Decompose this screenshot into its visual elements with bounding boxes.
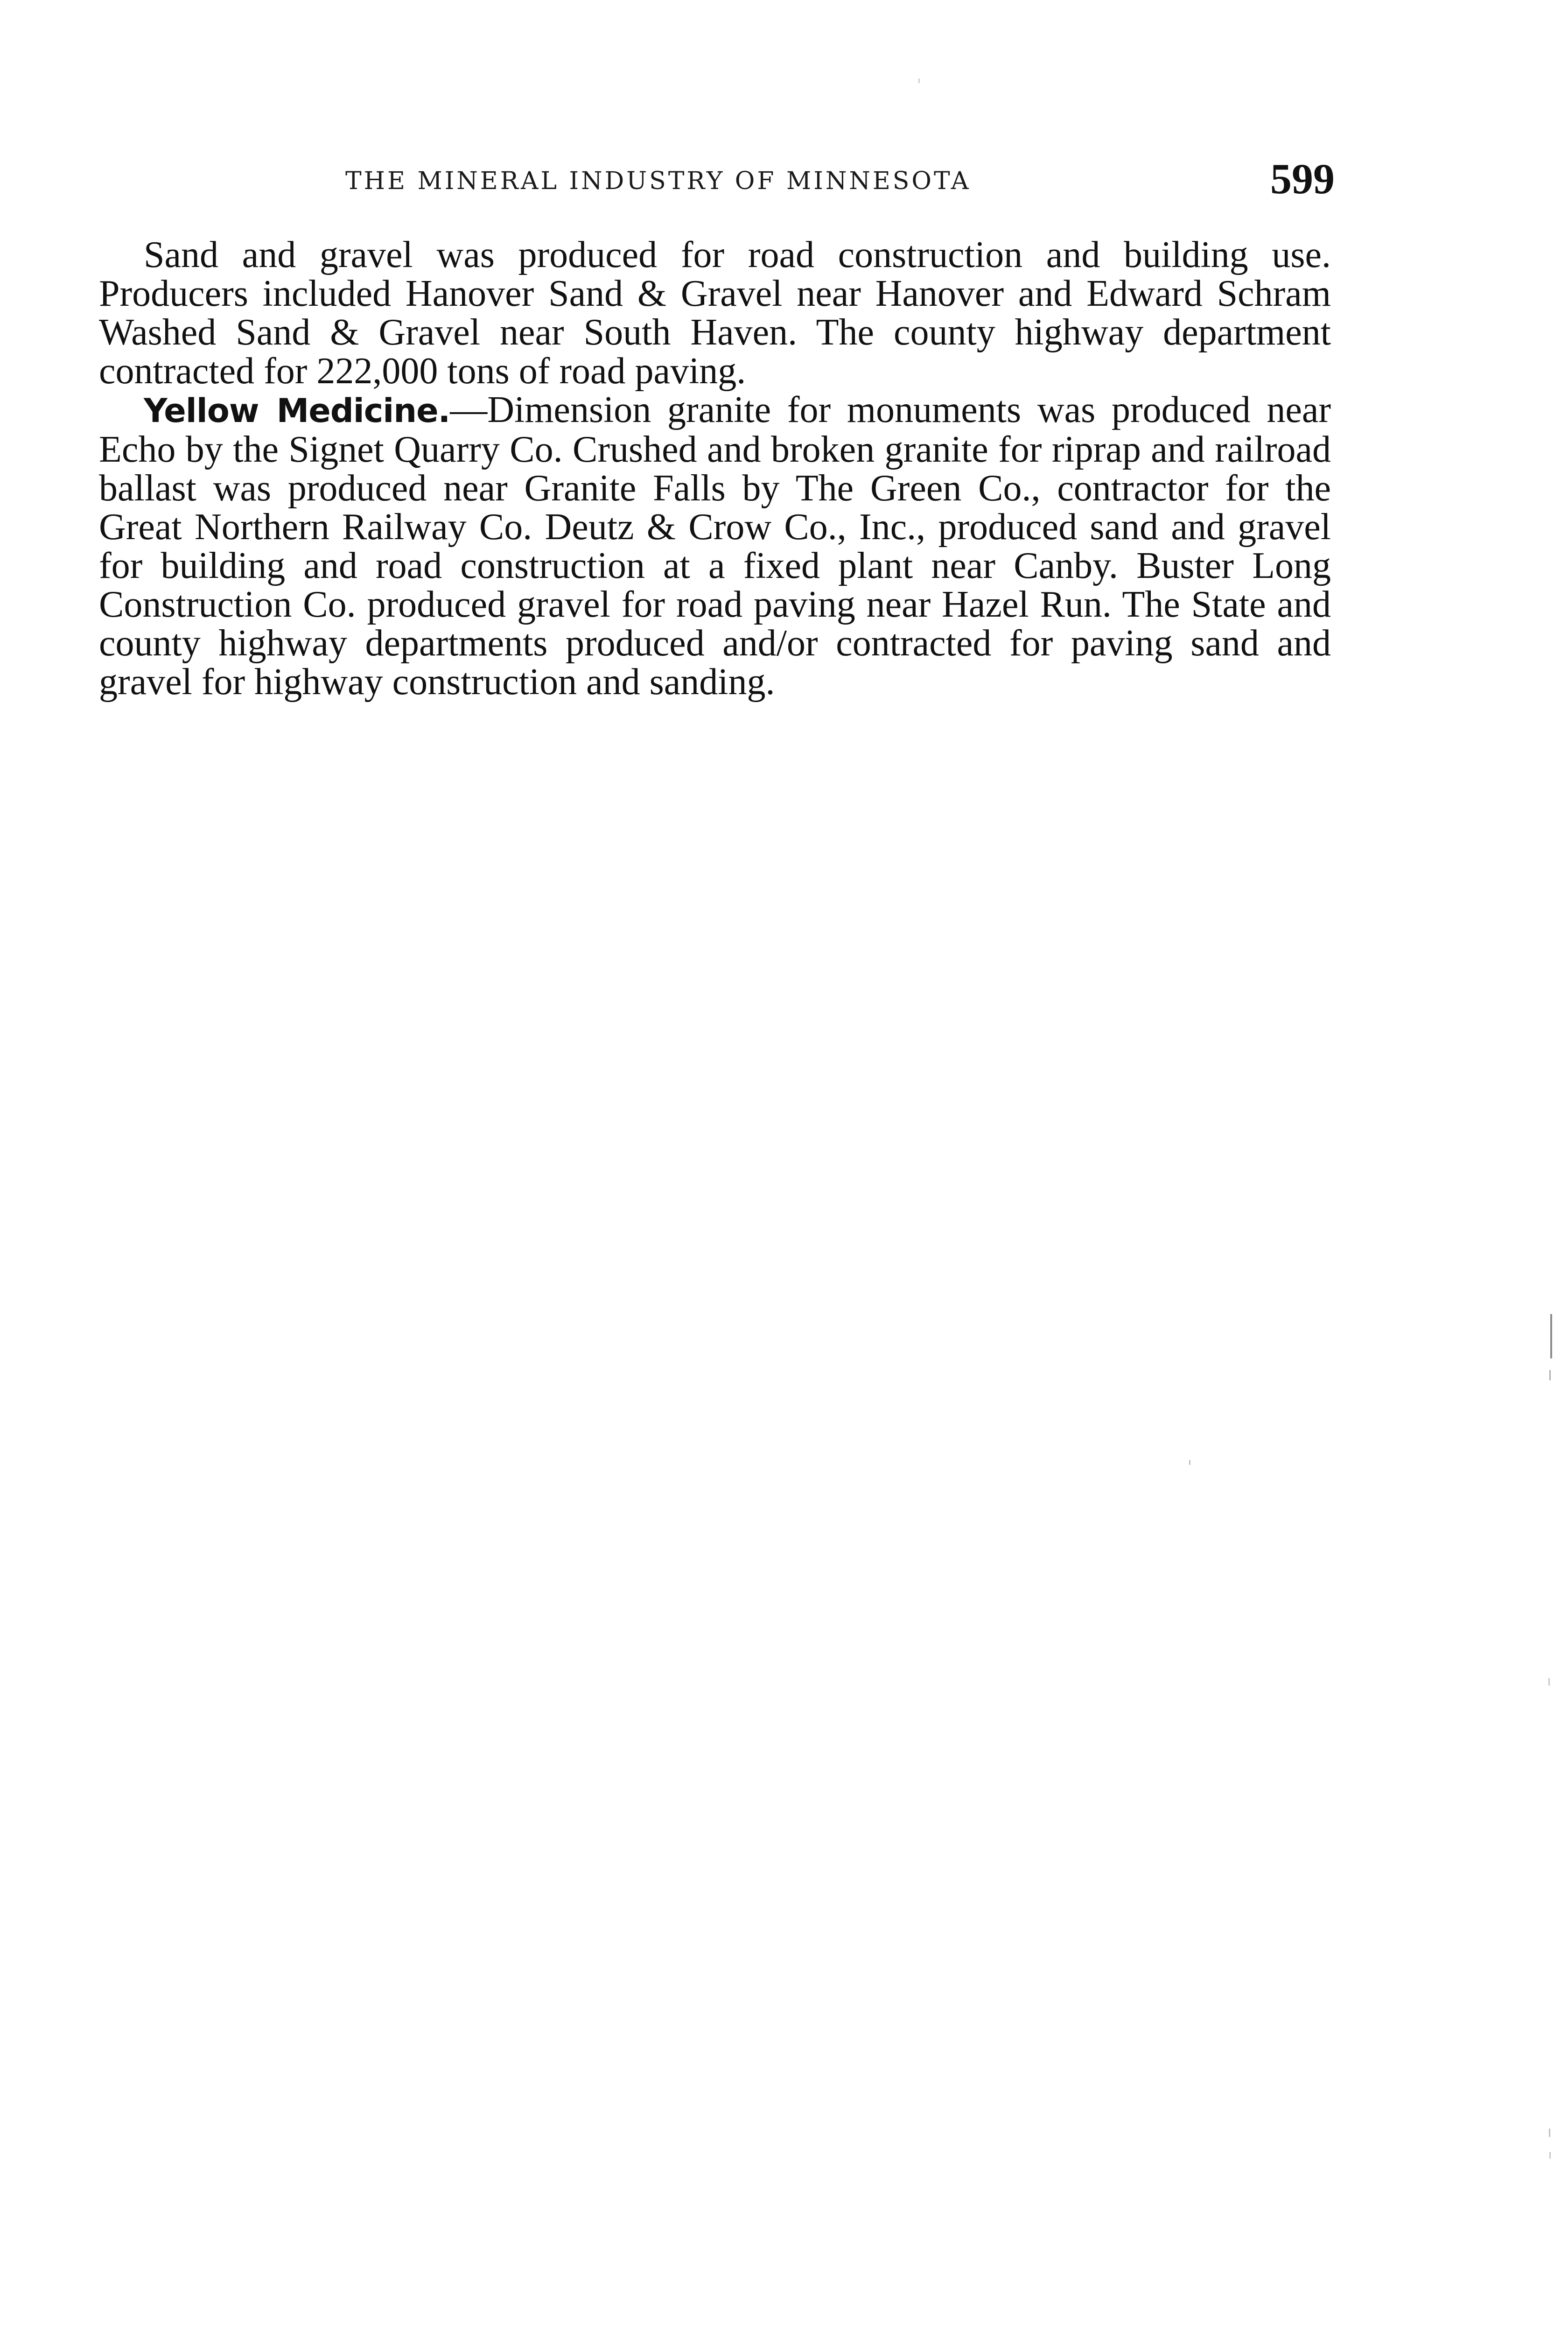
section-run-in-heading: Yellow Medicine. [144,392,450,430]
paragraph-text: —Dimension granite for monuments was produced near Echo by the Signet Quarry Co. Crushed and broken granite for riprap and railroad ballast was produced near Granite Falls by The Green Co., contractor for the Great Northern Railway Co. Deutz & Crow Co., Inc., produced sand and gravel for building and road construction at a fixed plant near Canby. Buster Long Construction Co. produced gravel for road paving near Hazel Run. The State and county highway departments produced and/or contracted for paving sand and gravel for highway construction and sanding. [99,389,1331,703]
paragraph-sand-gravel [99,236,1331,391]
page-number: 599 [1270,155,1335,203]
body-text [99,236,1331,702]
scan-artifact-mark [1189,1460,1190,1465]
scan-artifact-mark [1549,2152,1551,2158]
scan-artifact-mark [1549,1370,1551,1380]
scan-artifact-mark [1548,1678,1550,1686]
running-title: THE MINERAL INDUSTRY OF MINNESOTA [345,167,971,195]
running-head [98,154,1335,201]
scan-artifact-mark [918,78,920,83]
paragraph-yellow-medicine [99,391,1331,702]
paragraph-text: Sand and gravel was produced for road construction and building use. Producers included Hanover Sand & Gravel near Hanover and Edward Schram Washed Sand & Gravel near South Haven. The county highway department contracted for 222,000 tons of road paving. [99,234,1331,392]
scan-artifact-mark [1549,2129,1550,2137]
scan-artifact-mark [1550,1314,1552,1358]
